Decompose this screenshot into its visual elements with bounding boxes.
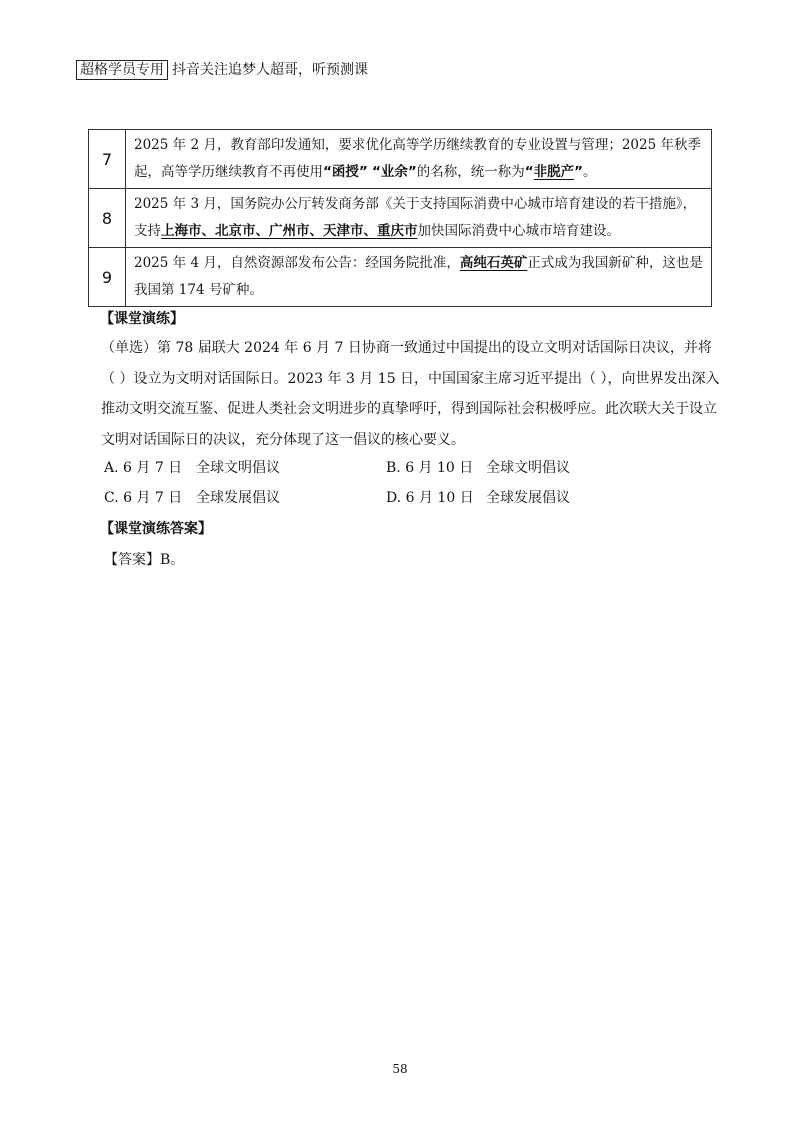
option-a (104, 458, 280, 478)
option-c-label: C. 6 月 7 日 (104, 490, 183, 506)
page-number: 58 (392, 1062, 408, 1076)
event-row (89, 189, 712, 248)
quoted-term: “函授” (323, 164, 368, 180)
event-number: 8 (89, 189, 126, 248)
event-text: 的名称，统一称为 (416, 164, 525, 180)
events-table (88, 129, 712, 307)
student-badge: 超格学员专用 (76, 60, 168, 80)
answer-title: 【课堂演练答案】 (100, 521, 212, 537)
option-c (104, 488, 280, 508)
event-row (89, 248, 712, 307)
event-content (126, 130, 712, 189)
option-b (386, 458, 570, 478)
event-text: 加快国际消费中心城市培育建设。 (417, 223, 620, 239)
highlight-text: 非脱产 (533, 164, 575, 180)
option-a-label: A. 6 月 7 日 (104, 460, 183, 476)
quoted-term: ” (574, 164, 584, 180)
quoted-term: “业余” (372, 164, 417, 180)
option-b-text: 全球文明倡议 (486, 460, 570, 476)
option-d-text: 全球发展倡议 (486, 490, 570, 506)
highlight-text: 高纯石英矿 (459, 255, 528, 271)
event-number: 7 (89, 130, 126, 189)
event-text: 2025 年 4 月，自然资源部发布公告：经国务院批准， (134, 255, 460, 271)
answer-text: 【答案】B。 (104, 552, 185, 568)
event-row (89, 130, 712, 189)
event-text: 正式成为我国新矿种，这也是我国第 174 号矿种。 (134, 255, 703, 298)
practice-title: 【课堂演练】 (100, 311, 184, 327)
option-d-label: D. 6 月 10 日 (386, 490, 474, 506)
option-c-text: 全球发展倡议 (196, 490, 280, 506)
event-text: 。 (583, 164, 597, 180)
header-text: 抖音关注追梦人超哥，听预测课 (172, 62, 368, 78)
highlight-text: 上海市、北京市、广州市、天津市、重庆市 (161, 223, 418, 239)
option-d (386, 488, 570, 508)
event-number: 9 (89, 248, 126, 307)
question-text: （单选）第 78 届联大 2024 年 6 月 7 日协商一致通过中国提出的设立文明对话国际日决议，并将（ ）设立为文明对话国际日。2023 年 3 月 15 日，中国国家主席习近平提出（ ），向世界发出深入推动文明交流互鉴、促进人类社会文明进步的真挚呼吁，得到国际社会积极呼应。此次联大关于设立文明对话国际日的决议，充分体现了这一倡议的核心要义。 (101, 340, 720, 448)
event-content (126, 189, 712, 248)
page-header (76, 60, 368, 80)
event-content (126, 248, 712, 307)
event-text: 2025 年 2 月，教育部印发通知，要求优化高等学历继续教育的专业设置与管理；2025 年秋季起，高等学历继续教育不再使用 (134, 137, 701, 180)
event-text: 2025 年 3 月，国务院办公厅转发商务部《关于支持国际消费中心城市培育建设的若干措施》，支持 (134, 196, 697, 239)
option-b-label: B. 6 月 10 日 (386, 460, 474, 476)
quoted-term: “ (524, 164, 534, 180)
option-a-text: 全球文明倡议 (196, 460, 280, 476)
